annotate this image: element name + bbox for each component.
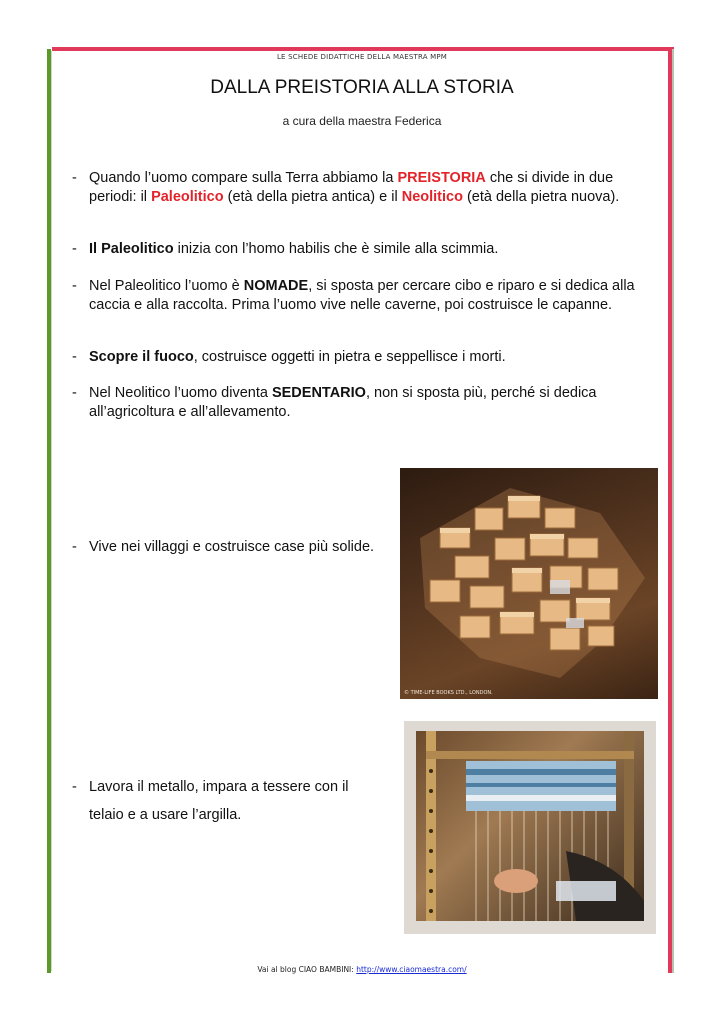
bullet-neolitico — [72, 384, 662, 421]
bullet-dash: - — [72, 539, 77, 555]
bullet-dash: - — [72, 241, 77, 257]
page-subtitle: a cura della maestra Federica — [282, 114, 442, 128]
bullet-paleolitico — [72, 240, 662, 259]
page-border-left-inner — [51, 51, 52, 971]
bullet-text: Nel Neolitico l’uomo diventa SEDENTARIO, non si sposta più, perché si dedica all’agricoltura e all’allevamento. — [89, 385, 597, 420]
bullet-preistoria — [72, 169, 662, 206]
blog-link[interactable]: http://www.ciaomaestra.com/ — [356, 965, 467, 974]
footer-prefix: Vai al blog CIAO BAMBINI: — [257, 965, 357, 974]
bullet-text: Quando l’uomo compare sulla Terra abbiamo la PREISTORIA che si divide in due periodi: il Paleolitico (età della pietra antica) e il Neolitico (età della pietra nuova). — [89, 170, 620, 205]
bullet-text: Vive nei villaggi e costruisce case più solide. — [89, 539, 375, 555]
loom-image — [416, 731, 644, 921]
bullet-dash: - — [72, 349, 77, 365]
bullet-dash: - — [72, 170, 77, 186]
image-credit: © TIME-LIFE BOOKS LTD., LONDON. — [404, 690, 493, 696]
bullet-metallo — [72, 773, 382, 829]
page-header: LE SCHEDE DIDATTICHE DELLA MAESTRA MPM — [276, 53, 448, 61]
bullet-nomade — [72, 277, 662, 314]
bullet-text: Scopre il fuoco, costruisce oggetti in pietra e seppellisce i morti. — [89, 349, 506, 365]
loom-illustration — [416, 731, 644, 921]
page-border-top — [52, 47, 674, 51]
loom-image-frame — [404, 721, 656, 934]
page-title: DALLA PREISTORIA ALLA STORIA — [210, 77, 514, 98]
village-illustration — [400, 468, 658, 699]
neolithic-village-image — [400, 468, 658, 699]
bullet-dash: - — [72, 779, 77, 795]
page-footer — [0, 965, 724, 974]
bullet-text: Nel Paleolitico l’uomo è NOMADE, si sposta per cercare cibo e riparo e si dedica alla caccia e alla raccolta. Prima l’uomo vive nelle caverne, poi costruisce le capanne. — [89, 278, 635, 313]
bullet-villaggi — [72, 538, 392, 557]
bullet-text: Il Paleolitico inizia con l’homo habilis che è simile alla scimmia. — [89, 241, 499, 257]
bullet-text: Lavora il metallo, impara a tessere con il telaio e a usare l’argilla. — [89, 779, 349, 823]
bullet-dash: - — [72, 278, 77, 294]
page-border-right-shadow — [672, 49, 674, 973]
bullet-dash: - — [72, 385, 77, 401]
bullet-fuoco — [72, 348, 662, 367]
